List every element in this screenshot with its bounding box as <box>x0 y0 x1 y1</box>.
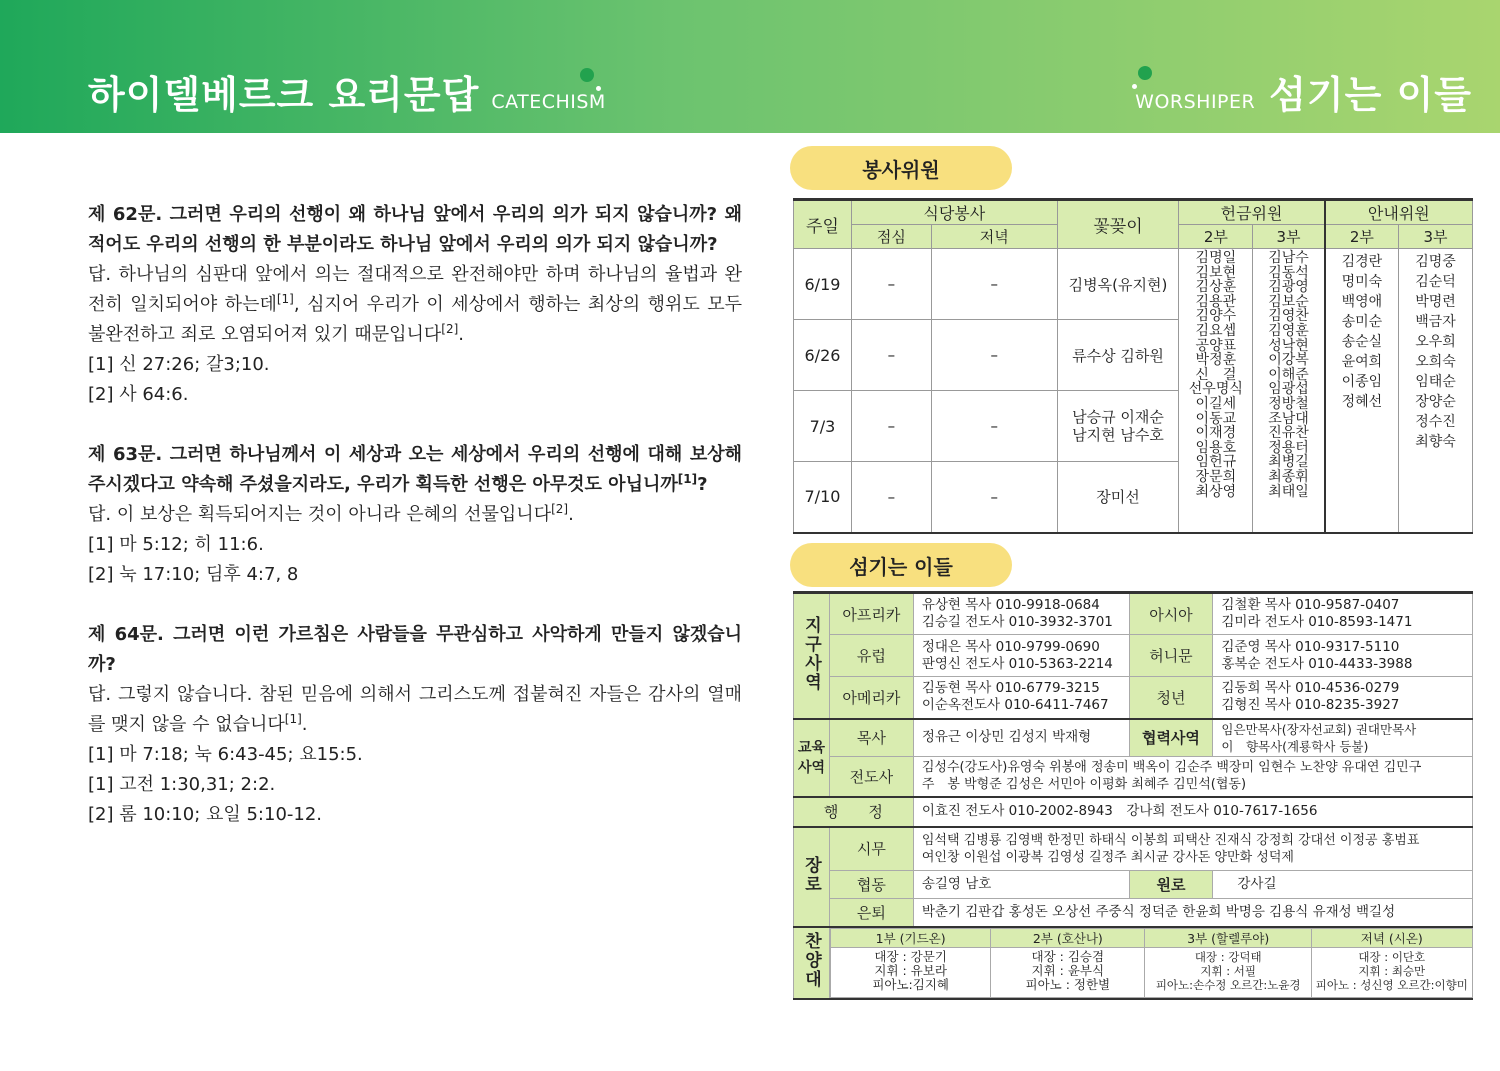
service-section-title: 봉사위원 <box>790 146 1012 190</box>
label-cooperation: 협력사역 <box>1129 719 1213 757</box>
workers-table <box>793 591 1473 1000</box>
lunch-cell: – <box>851 462 931 533</box>
label-honeymoon: 허니문 <box>1129 635 1213 677</box>
flower-cell: 장미선 <box>1057 462 1179 533</box>
catechism-header <box>88 64 606 119</box>
reference: [1] 고전 1:30,31; 2:2. <box>88 774 276 795</box>
dinner-cell: – <box>931 320 1057 391</box>
choir-info: 대장 : 이단호 지휘 : 최승만 피아노 : 성신영 오르간:이향미 <box>1312 947 1472 997</box>
choir-name: 저녁 (시온) <box>1312 928 1472 947</box>
choir-name: 3부 (할렐루야) <box>1145 928 1312 947</box>
value-admin: 이효진 전도사 010-2002-8943 강나희 전도사 010-7617-1656 <box>913 797 1472 827</box>
row-date: 7/10 <box>794 462 852 533</box>
value-assoc-elder: 송길영 남호 <box>913 871 1129 899</box>
lunch-cell: – <box>851 320 931 391</box>
worship-header <box>1135 64 1472 119</box>
value-evangelist: 김성수(강도사)유영숙 위봉애 정송미 백옥이 김순주 백장미 임현수 노찬양 유대연 김민구 주 봉 박형준 김성은 서민아 이평화 최혜주 김민석(협동) <box>913 757 1472 797</box>
label-active-elder: 시무 <box>829 827 913 871</box>
row-date: 6/19 <box>794 249 852 320</box>
reference: [1] 마 5:12; 히 11:6. <box>88 534 264 555</box>
value-active-elder: 임석택 김병룡 김영백 한정민 하태식 이봉희 피택산 진재식 강정희 강대선 이정공 홍범표 여인창 이원섭 이광복 김영성 길정주 최시균 강사돈 양만화 성덕제 <box>913 827 1472 871</box>
choir-info: 대장 : 강문기 지휘 : 유보라 피아노:김지혜 <box>830 947 990 997</box>
row-date: 7/3 <box>794 391 852 462</box>
label-africa: 아프리카 <box>829 593 913 635</box>
lunch-cell: – <box>851 249 931 320</box>
col-dinner: 저녁 <box>931 225 1057 249</box>
value-africa: 유상현 목사 010-9918-0684 김승길 전도사 010-3932-3701 <box>913 593 1129 635</box>
answer-63: 답. 이 보상은 획득되어지는 것이 아니라 은혜의 선물입니다[2]. <box>88 502 574 525</box>
answer-64: 답. 그렇지 않습니다. 참된 믿음에 의해서 그리스도께 접붙혀진 자들은 감사의 열매를 맺지 않을 수 없습니다[1]. <box>88 684 742 735</box>
col-flower: 꽃꽂이 <box>1057 200 1179 249</box>
answer-62: 답. 하나님의 심판대 앞에서 의는 절대적으로 완전해야만 하며 하나님의 율법과 완전히 일치되어야 하는데[1], 심지어 우리가 이 세상에서 행하는 최상의 행위도 모두 불완전하고 죄로 오염되어져 있기 때문입니다[2]. <box>88 264 743 345</box>
usher-2bu-list: 김경란 명미숙 백영애 송미순 송순실 윤여희 이종임 정혜선 <box>1325 249 1399 533</box>
col-offering-3bu: 3부 <box>1253 225 1325 249</box>
label-emeritus: 원로 <box>1129 871 1213 899</box>
value-retired-elder: 박춘기 김판갑 홍성돈 오상선 주중식 정덕준 한윤희 박명응 김용식 유재성 백길성 <box>913 899 1472 927</box>
col-offering-2bu: 2부 <box>1179 225 1253 249</box>
choir-name: 2부 (호산나) <box>991 928 1145 947</box>
value-youth: 김동희 목사 010-4536-0279 김형진 목사 010-8235-3927 <box>1213 677 1473 719</box>
col-week: 주일 <box>794 200 852 249</box>
category-education: 교육 사역 <box>794 719 830 797</box>
value-europe: 정대은 목사 010-9799-0690 판영신 전도사 010-5363-2214 <box>913 635 1129 677</box>
label-youth: 청년 <box>1129 677 1213 719</box>
catechism-title: 하이델베르크 요리문답 <box>88 73 480 117</box>
value-pastor: 정유근 이상민 김성지 박재형 <box>913 719 1129 757</box>
reference: [1] 신 27:26; 갈3;10. <box>88 354 270 375</box>
usher-3bu-list: 김명중 김순덕 박명련 백금자 오우희 오희숙 임태순 장양순 정수진 최향숙 <box>1399 249 1473 533</box>
choir-grid <box>829 927 1472 999</box>
label-retired-elder: 은퇴 <box>829 899 913 927</box>
value-cooperation: 임은만목사(장자선교회) 권대만목사 이 향목사(계룡학사 등불) <box>1213 719 1473 757</box>
decor-dot-icon <box>596 86 601 91</box>
flower-cell: 김병옥(유지현) <box>1057 249 1179 320</box>
worship-title: 섬기는 이들 <box>1269 73 1472 117</box>
reference: [2] 롬 10:10; 요일 5:10-12. <box>88 804 323 825</box>
choir-info: 대장 : 강덕태 지휘 : 서필 피아노:손수정 오르간:노윤경 <box>1145 947 1312 997</box>
choir-table <box>830 928 1473 998</box>
row-date: 6/26 <box>794 320 852 391</box>
category-elder: 장로 <box>794 827 830 927</box>
label-evangelist: 전도사 <box>829 757 913 797</box>
col-usher: 안내위원 <box>1325 200 1473 225</box>
category-region: 지구사역 <box>794 593 830 719</box>
col-cafeteria: 식당봉사 <box>851 200 1057 225</box>
choir-info: 대장 : 김승겸 지휘 : 윤부식 피아노 : 정한별 <box>991 947 1145 997</box>
offering-3bu-list: 김남수 김동석 김광영 김보순 김영찬 김영훈 성낙현 이강복 이해준 임광섭 정방철 조남대 진유찬 정용터 최병길 최종휘 최태일 <box>1253 249 1325 533</box>
col-usher-2bu: 2부 <box>1325 225 1399 249</box>
col-usher-3bu: 3부 <box>1399 225 1473 249</box>
question-64: 제 64문. 그러면 이런 가르침은 사람들을 무관심하고 사악하게 만들지 않겠습니까? <box>88 624 742 675</box>
worship-subtitle: WORSHIPER <box>1135 91 1256 113</box>
reference: [2] 눅 17:10; 딤후 4:7, 8 <box>88 564 299 585</box>
flower-cell: 남승규 이재순 남지현 남수호 <box>1057 391 1179 462</box>
value-america: 김동현 목사 010-6779-3215 이순옥전도사 010-6411-7467 <box>913 677 1129 719</box>
catechism-subtitle: CATECHISM <box>491 91 606 113</box>
question-63: 제 63문. 그러면 하나님께서 이 세상과 오는 세상에서 우리의 선행에 대해 보상해 주시겠다고 약속해 주셨을지라도, 우리가 획득한 선행은 아무것도 아닙니까[1]? <box>88 444 742 495</box>
decor-dot-icon <box>580 68 594 82</box>
question-62: 제 62문. 그러면 우리의 선행이 왜 하나님 앞에서 우리의 의가 되지 않습니까? 왜 적어도 우리의 선행의 한 부분이라도 하나님 앞에서 우리의 의가 되지 않습니까? <box>88 204 742 255</box>
choir-name: 1부 (기드온) <box>830 928 990 947</box>
reference: [2] 사 64:6. <box>88 384 189 405</box>
label-assoc-elder: 협동 <box>829 871 913 899</box>
workers-section-title: 섬기는 이들 <box>790 543 1012 587</box>
label-admin: 행 정 <box>794 797 914 827</box>
value-asia: 김철환 목사 010-9587-0407 김미라 전도사 010-8593-1471 <box>1213 593 1473 635</box>
catechism-body <box>88 200 742 830</box>
category-choir: 찬양대 <box>794 927 830 999</box>
label-europe: 유럽 <box>829 635 913 677</box>
lunch-cell: – <box>851 391 931 462</box>
offering-2bu-list: 김명일 김보현 김상훈 김용관 김양수 김요셉 공양표 박정훈 신 걸 선우명식 이길세 이동교 이재경 임용호 임헌규 장문희 최상영 <box>1179 249 1253 533</box>
value-honeymoon: 김준영 목사 010-9317-5110 홍복순 전도사 010-4433-3988 <box>1213 635 1473 677</box>
dinner-cell: – <box>931 462 1057 533</box>
col-lunch: 점심 <box>851 225 931 249</box>
col-offering: 헌금위원 <box>1179 200 1325 225</box>
dinner-cell: – <box>931 249 1057 320</box>
flower-cell: 류수상 김하원 <box>1057 320 1179 391</box>
dinner-cell: – <box>931 391 1057 462</box>
label-asia: 아시아 <box>1129 593 1213 635</box>
page-header <box>0 0 1500 133</box>
value-emeritus: 강사길 <box>1213 871 1473 899</box>
label-pastor: 목사 <box>829 719 913 757</box>
reference: [1] 마 7:18; 눅 6:43-45; 요15:5. <box>88 744 363 765</box>
label-america: 아메리카 <box>829 677 913 719</box>
service-table <box>793 198 1473 534</box>
